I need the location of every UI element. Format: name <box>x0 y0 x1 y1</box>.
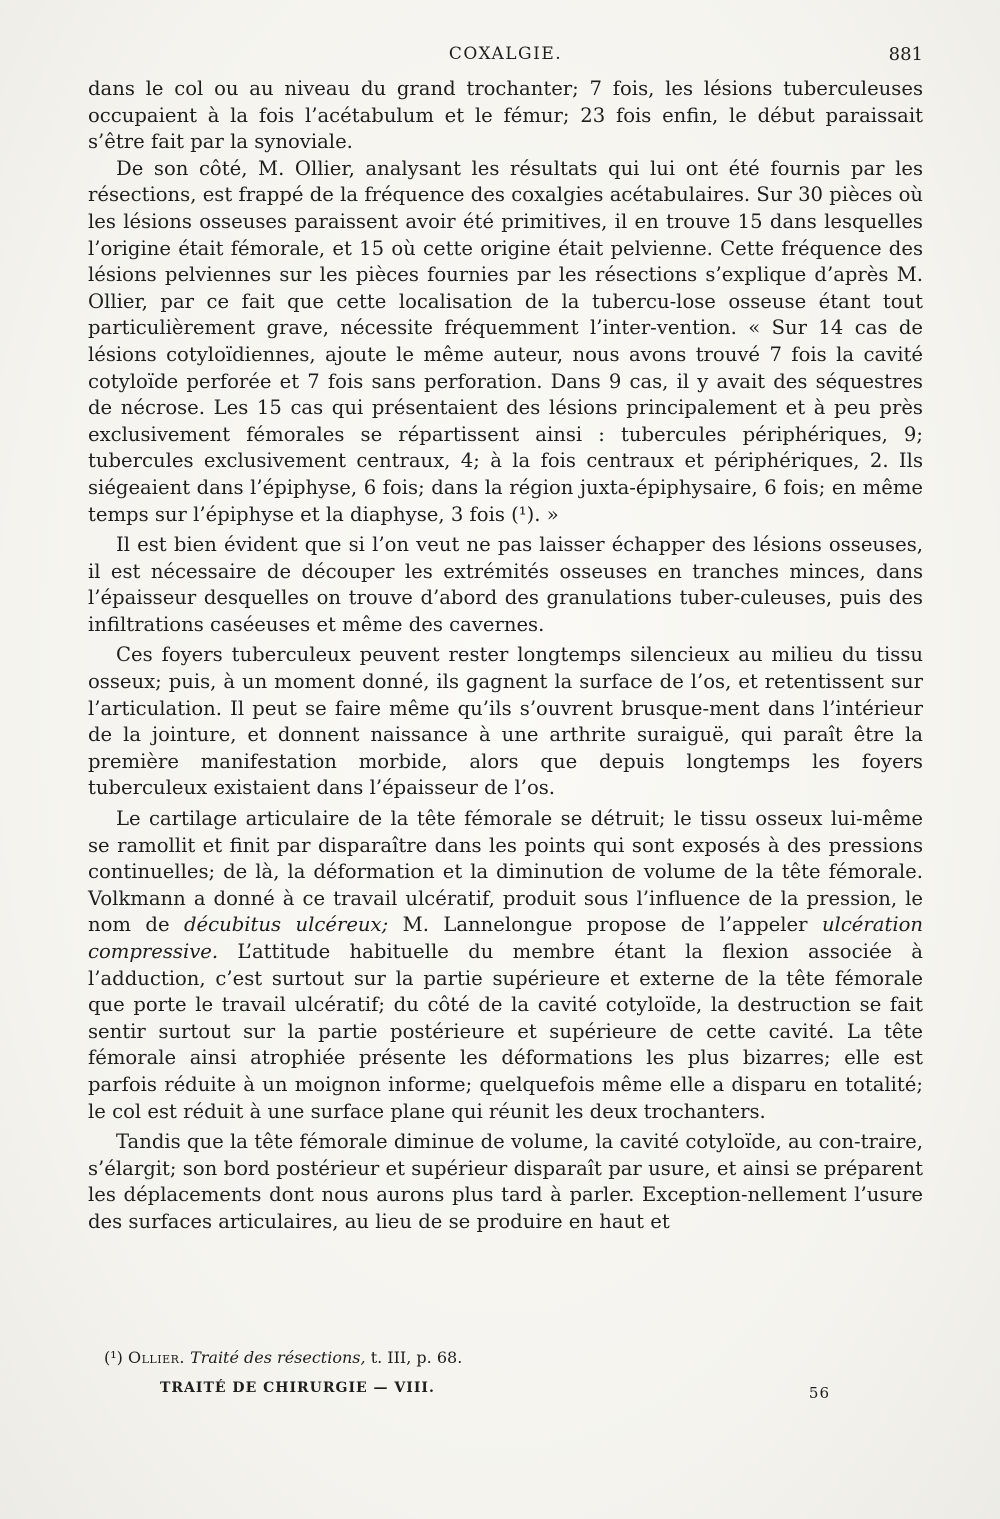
paragraph: dans le col ou au niveau du grand trochanter; 7 fois, les lésions tuberculeuses occupaient à la fois l’acétabulum et le fémur; 23 fois enfin, le début paraissait s’être fait par la synoviale. <box>88 77 923 154</box>
footnote-title: Traité des résections, <box>190 1348 366 1367</box>
signature-number: 56 <box>808 1384 830 1402</box>
footnote-author: Ollier. <box>128 1348 185 1367</box>
page-footer <box>160 1380 830 1410</box>
signature-label: TRAITÉ DE CHIRURGIE — VIII. <box>160 1380 435 1396</box>
italic-term: ulcération compressive. <box>88 913 923 963</box>
paragraph <box>88 806 923 1125</box>
body-text <box>88 76 923 1236</box>
paragraph: Tandis que la tête fémorale diminue de volume, la cavité cotyloïde, au con-traire, s’élargit; son bord postérieur et supérieur disparaît par usure, et ainsi se préparent les déplacements dont nous aurons plus tard à parler. Exception-nellement l’usure des surfaces articulaires, au lieu de se produire en haut et <box>88 1130 923 1233</box>
italic-term: décubitus ulcéreux; <box>184 913 389 937</box>
paragraph: De son côté, M. Ollier, analysant les résultats qui lui ont été fournis par les résections, est frappé de la fréquence des coxalgies acétabulaires. Sur 30 pièces où les lésions osseuses paraissent avoir été primitives, il en trouve 15 dans lesquelles l’origine était fémorale, et 15 où cette origine était pelvienne. Cette fréquence des lésions pelviennes sur les pièces fournies par les résections s’explique d’après M. Ollier, par ce fait que cette localisation de la tubercu-lose osseuse étant tout particulièrement grave, nécessite fréquemment l’inter-vention. « Sur 14 cas de lésions cotyloïdiennes, ajoute le même auteur, nous avons trouvé 7 fois la cavité cotyloïde perforée et 7 fois sans perforation. Dans 9 cas, il y avait des séquestres de nécrose. Les 15 cas qui présentaient des lésions principalement et à peu près exclusivement fémorales se répartissent ainsi : tubercules périphériques, 9; tubercules exclusivement centraux, 4; à la fois centraux et périphériques, 2. Ils siégeaient dans l’épiphyse, 6 fois; dans la région juxta-épiphysaire, 6 fois; en même temps sur l’épiphyse et la diaphyse, 3 fois (¹). » <box>88 156 923 526</box>
text-run: M. Lannelongue propose de l’appeler <box>388 913 822 937</box>
footnote-ref: t. III, p. 68. <box>370 1348 463 1367</box>
running-head <box>88 44 923 72</box>
running-title: COXALGIE. <box>448 44 563 64</box>
footnote <box>104 1348 904 1367</box>
text-run: Le cartilage articulaire de la tête fémorale se détruit; le tissu osseux lui-même se ramollit et finit par disparaître dans les points qui sont exposés à des pressions continuelles; de là, la déformation et la diminution de volume de la tête fémorale. Volkmann a donné à ce travail ulcératif, produit sous l’influence de la pression, le nom de <box>88 807 923 937</box>
footnote-marker: (¹) <box>104 1348 123 1367</box>
paragraph: Il est bien évident que si l’on veut ne pas laisser échapper des lésions osseuses, il est nécessaire de découper les extrémités osseuses en tranches minces, dans l’épaisseur desquelles on trouve d’abord des granulations tuber-culeuses, puis des infiltrations caséeuses et même des cavernes. <box>88 533 923 636</box>
text-run: L’attitude habituelle du membre étant la flexion associée à l’adduction, c’est surtout sur la partie supérieure et externe de la tête fémorale que porte le travail ulcératif; du côté de la cavité cotyloïde, la destruction se fait sentir surtout sur la partie postérieure et supérieure de cette cavité. La tête fémorale ainsi atrophiée présente les déformations les plus bizarres; elle est parfois réduite à un moignon informe; quelquefois même elle a disparu en totalité; le col est réduit à une surface plane qui réunit les deux trochanters. <box>88 940 923 1123</box>
page-number: 881 <box>888 44 923 65</box>
paragraph: Ces foyers tuberculeux peuvent rester longtemps silencieux au milieu du tissu osseux; puis, à un moment donné, ils gagnent la surface de l’os, et retentissent sur l’articulation. Il peut se faire même qu’ils s’ouvrent brusque-ment dans l’intérieur de la jointure, et donnent naissance à une arthrite suraiguë, qui paraît être la première manifestation morbide, alors que depuis longtemps les foyers tuberculeux existaient dans l’épaisseur de l’os. <box>88 643 923 800</box>
